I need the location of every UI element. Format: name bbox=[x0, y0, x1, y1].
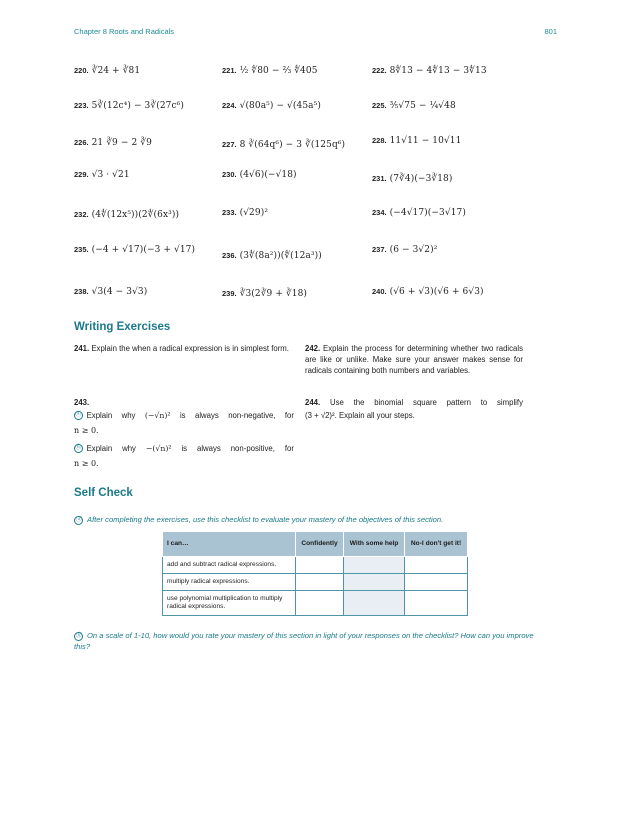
exercise-234: 234. (−4√17)(−3√17) bbox=[372, 208, 466, 218]
col-with-some-help: With some help bbox=[343, 532, 404, 557]
check-cell-some-help[interactable] bbox=[343, 557, 404, 574]
exercise-228: 228. 11√11 − 10√11 bbox=[372, 136, 462, 146]
table-header-row bbox=[163, 532, 468, 557]
exercise-223: 223. 5∛(12c⁴) − 3∛(27c⁶) bbox=[74, 101, 184, 111]
exercise-242: 242. Explain the process for determining whether two radicals are like or unlike. Make sure your answer makes sense for radicals containing both numbers and variables. bbox=[305, 344, 524, 375]
check-cell-some-help[interactable] bbox=[343, 591, 404, 616]
table-row bbox=[163, 574, 468, 591]
exercise-244-line1: 244. Use the binomial square pattern to simplify bbox=[305, 398, 523, 407]
exercise-225: 225. ⅗√75 − ¼√48 bbox=[372, 101, 456, 111]
objective-label: multiply radical expressions. bbox=[163, 574, 296, 591]
exercise-236: 236. (3∜(8a²))(∜(12a³)) bbox=[222, 251, 322, 261]
objective-label: use polynomial multiplication to multiply radical expressions. bbox=[163, 591, 296, 616]
exercise-237: 237. (6 − 3√2)² bbox=[372, 245, 438, 255]
exercise-240: 240. (√6 + √3)(√6 + 6√3) bbox=[372, 287, 484, 297]
exercise-241: 241. Explain the when a radical expression is in simplest form. bbox=[74, 344, 289, 353]
self-check-table bbox=[162, 531, 468, 616]
page-number: 801 bbox=[544, 27, 557, 36]
objective-label: add and subtract radical expressions. bbox=[163, 557, 296, 574]
table-row bbox=[163, 557, 468, 574]
exercise-239: 239. ∛3(2∛9 + ∛18) bbox=[222, 289, 308, 299]
exercise-221: 221. ½ ∜80 − ⅔ ∜405 bbox=[222, 66, 318, 76]
exercise-243-number: 243. bbox=[74, 398, 90, 407]
col-confidently: Confidently bbox=[296, 532, 344, 557]
check-cell-confidently[interactable] bbox=[296, 591, 344, 616]
exercise-220: 220. ∛24 + ∛81 bbox=[74, 66, 141, 76]
self-check-part-b: ⓑ On a scale of 1-10, how would you rate your mastery of this section in light of your responses on the checklist? How can you improve this? bbox=[74, 631, 534, 651]
writing-exercises-title: Writing Exercises bbox=[74, 321, 171, 333]
exercise-235: 235. (−4 + √17)(−3 + √17) bbox=[74, 245, 196, 255]
self-check-b-marker: ⓑ bbox=[75, 632, 82, 639]
exercise-243-part-a: ⓐ Explain why (−√n)² is always non-negative, for bbox=[75, 411, 294, 420]
exercise-243-part-a-condition: n ≥ 0. bbox=[74, 426, 99, 435]
check-cell-confidently[interactable] bbox=[296, 574, 344, 591]
exercise-233: 233. (√29)² bbox=[222, 208, 269, 218]
check-cell-dont-get-it[interactable] bbox=[405, 591, 468, 616]
exercise-243-part-b-condition: n ≥ 0. bbox=[74, 459, 99, 468]
exercise-243-part-b: ⓑ Explain why −(√n)² is always non-positive, for bbox=[75, 444, 294, 453]
exercise-229: 229. √3 · √21 bbox=[74, 170, 130, 180]
part-a-marker: ⓐ bbox=[75, 412, 82, 418]
col-i-can: I can… bbox=[163, 532, 296, 557]
exercise-238: 238. √3(4 − 3√3) bbox=[74, 287, 148, 297]
col-dont-get-it: No-I don't get it! bbox=[405, 532, 468, 557]
table-row bbox=[163, 591, 468, 616]
check-cell-confidently[interactable] bbox=[296, 557, 344, 574]
self-check-part-a: ⓐ After completing the exercises, use this checklist to evaluate your mastery of the objectives of this section. bbox=[75, 515, 444, 524]
self-check-title: Self Check bbox=[74, 487, 133, 499]
exercise-224: 224. √(80a⁵) − √(45a⁵) bbox=[222, 101, 321, 111]
exercise-227: 227. 8 ∛(64q⁶) − 3 ∛(125q⁶) bbox=[222, 140, 346, 150]
self-check-a-marker: ⓐ bbox=[75, 516, 82, 523]
exercise-226: 226. 21 ∛9 − 2 ∛9 bbox=[74, 138, 152, 148]
part-b-marker: ⓑ bbox=[75, 445, 82, 451]
exercise-231: 231. (7∛4)(−3∛18) bbox=[372, 174, 453, 184]
exercise-222: 222. 8∜13 − 4∜13 − 3∜13 bbox=[372, 66, 487, 76]
chapter-title: Chapter 8 Roots and Radicals bbox=[74, 27, 175, 36]
check-cell-dont-get-it[interactable] bbox=[405, 574, 468, 591]
check-cell-dont-get-it[interactable] bbox=[405, 557, 468, 574]
exercise-230: 230. (4√6)(−√18) bbox=[222, 170, 297, 180]
exercise-244-line2: (3 + √2)². Explain all your steps. bbox=[305, 411, 415, 420]
exercise-232: 232. (4∜(12x⁵))(2∜(6x³)) bbox=[74, 210, 180, 220]
check-cell-some-help[interactable] bbox=[343, 574, 404, 591]
